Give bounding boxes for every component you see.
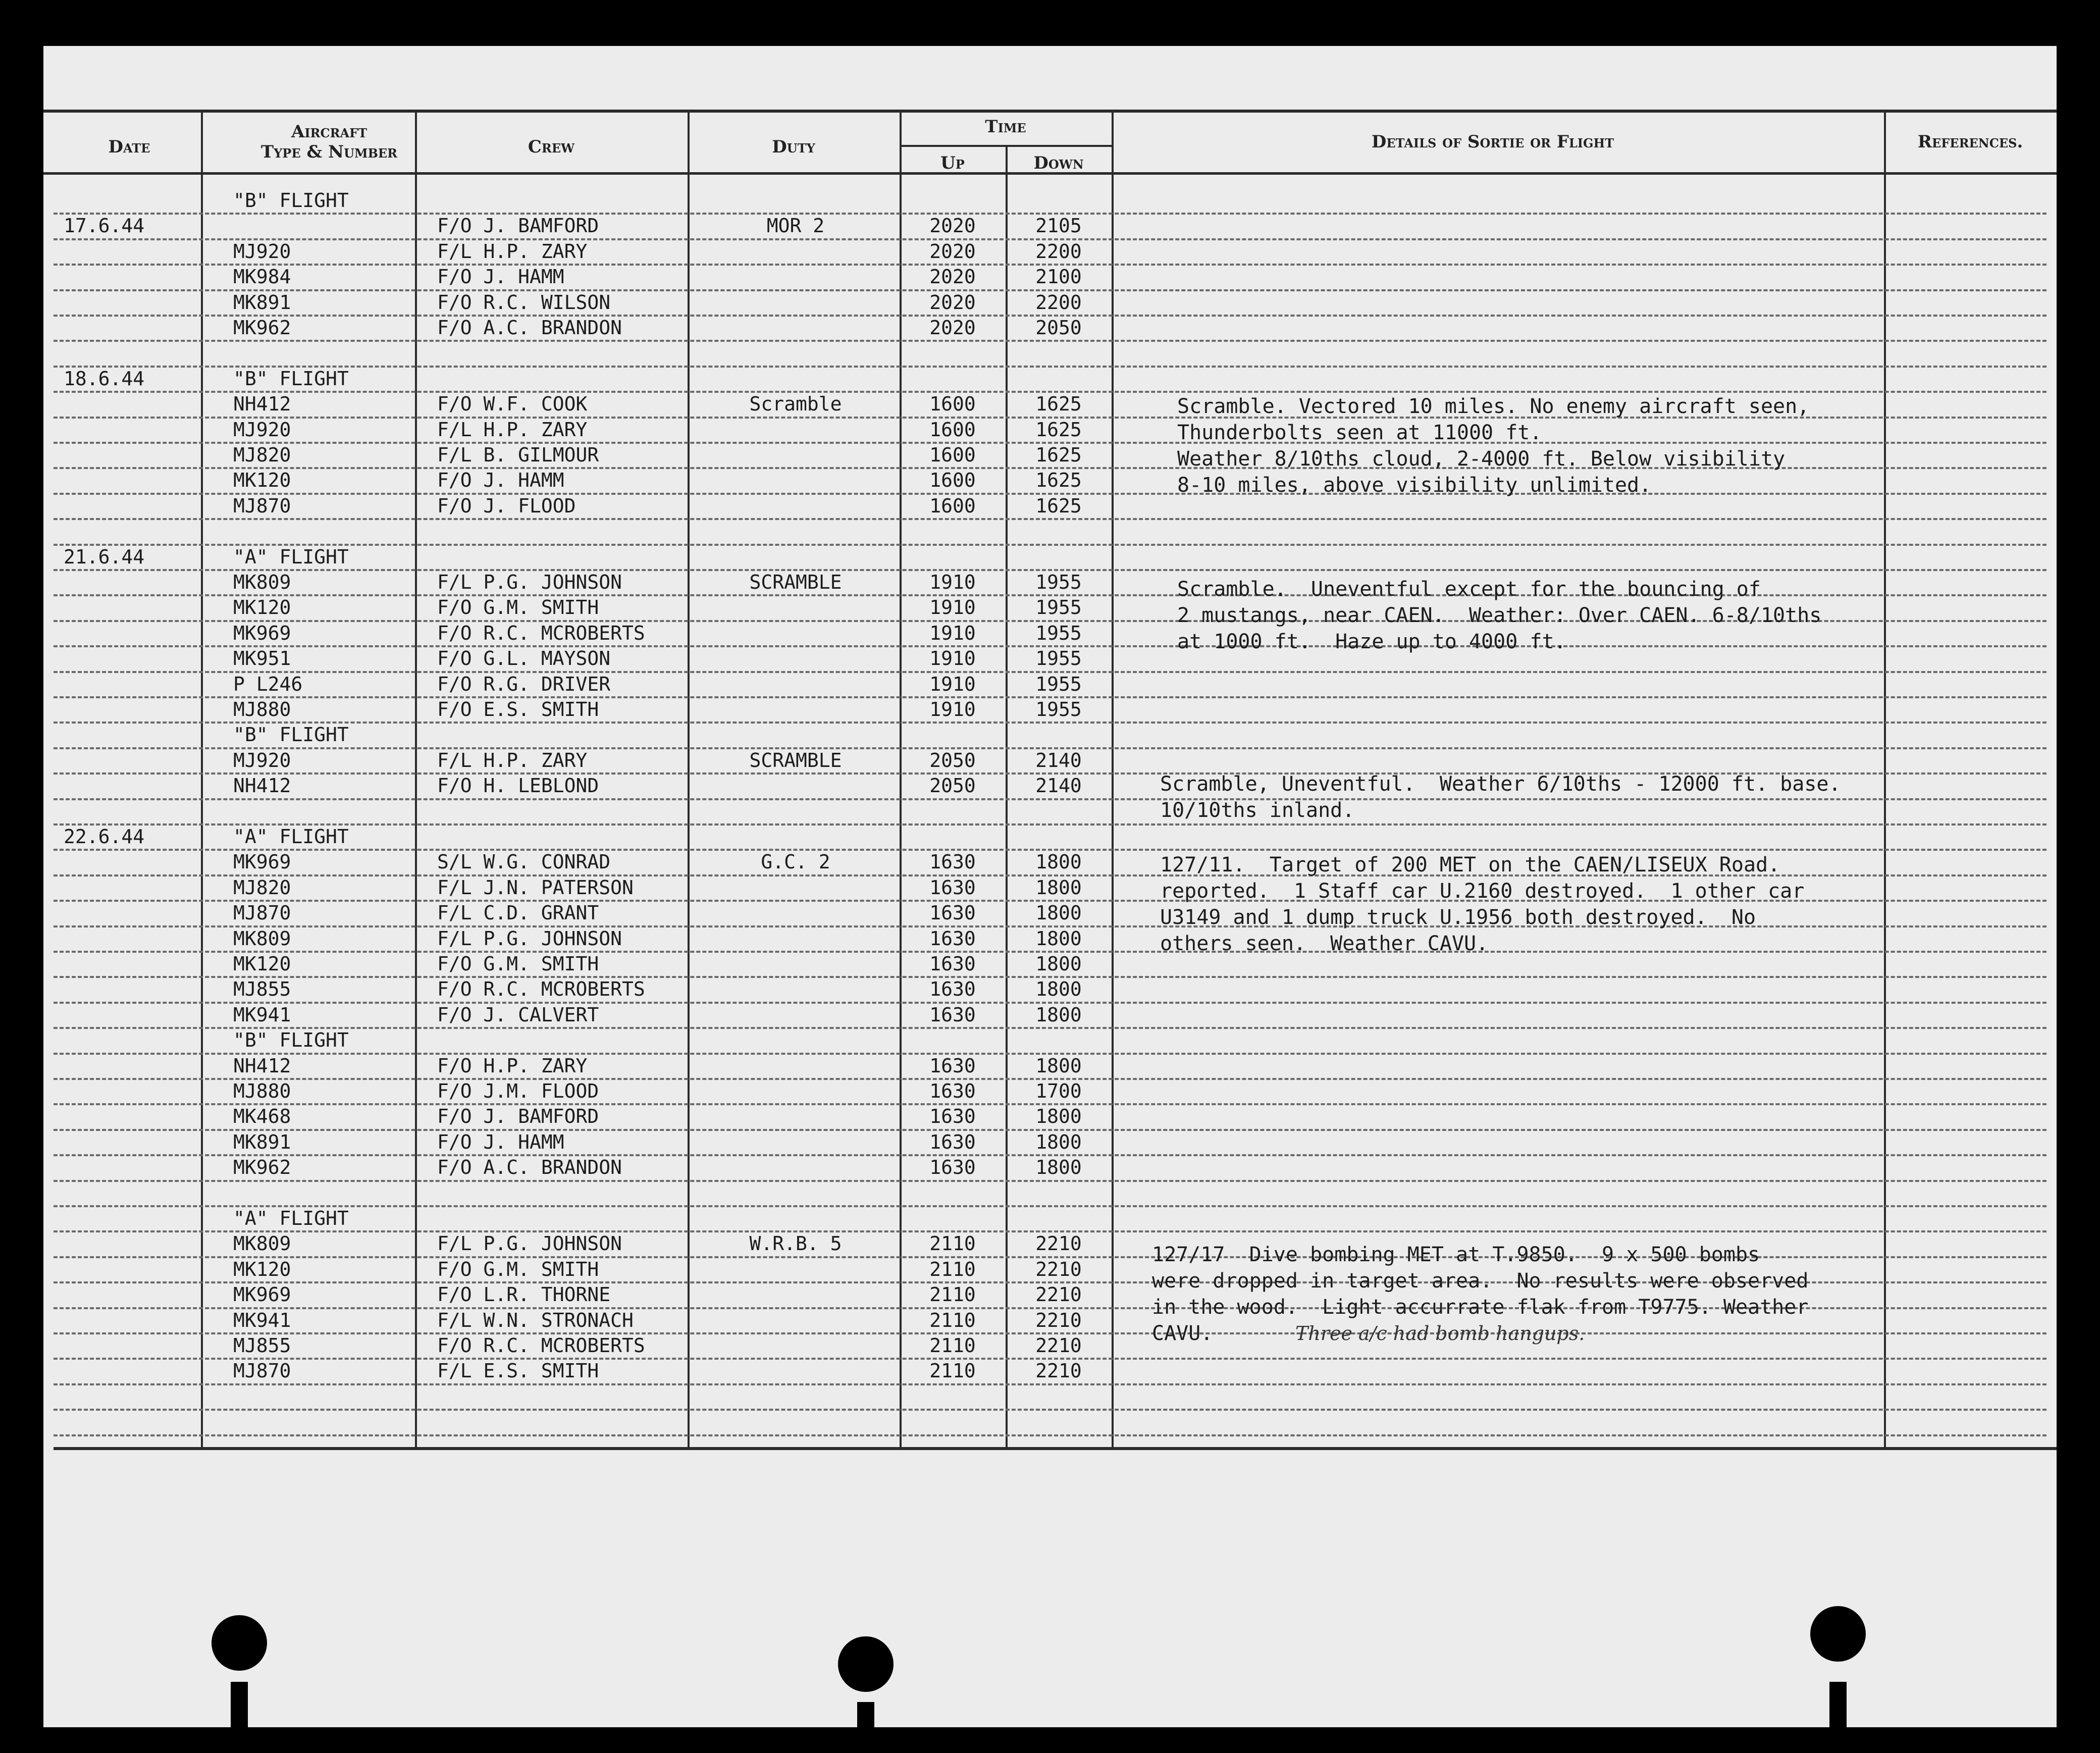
aircraft-cell: MK809 xyxy=(233,927,291,950)
time-up-cell: 2110 xyxy=(929,1334,976,1357)
time-up-cell: 1630 xyxy=(929,1105,976,1127)
column-divider-6 xyxy=(1884,110,1886,1447)
time-up-cell: 1630 xyxy=(929,851,976,873)
crew-cell: F/O R.G. DRIVER xyxy=(437,673,611,695)
time-up-cell: 2020 xyxy=(929,215,976,237)
crew-cell: F/L E.S. SMITH xyxy=(437,1360,599,1382)
row-rule xyxy=(54,1434,2046,1436)
aircraft-cell: MK468 xyxy=(233,1105,291,1127)
crew-cell: F/O R.C. MCROBERTS xyxy=(437,1334,645,1357)
aircraft-cell: MJ820 xyxy=(233,876,291,899)
crew-cell: F/O W.F. COOK xyxy=(437,393,588,415)
crew-cell: F/L P.G. JOHNSON xyxy=(437,571,622,593)
time-up-cell: 2110 xyxy=(929,1309,976,1331)
time-down-cell: 1625 xyxy=(1035,393,1082,415)
aircraft-cell: "B" FLIGHT xyxy=(233,724,349,746)
header-references: References. xyxy=(1917,132,2023,152)
time-down-cell: 1800 xyxy=(1035,927,1082,950)
crew-cell: F/O H.P. ZARY xyxy=(437,1055,588,1077)
date-cell: 21.6.44 xyxy=(64,546,145,568)
time-up-cell: 1630 xyxy=(929,902,976,924)
aircraft-cell: NH412 xyxy=(233,393,291,415)
row-rule xyxy=(54,518,2046,520)
time-up-cell: 1910 xyxy=(929,596,976,618)
operations-record-sheet xyxy=(43,46,2057,1727)
header-date: Date xyxy=(108,137,150,157)
time-up-cell: 1600 xyxy=(929,419,976,441)
details-block-21-6-44: Scramble. Uneventful except for the bouncing of 2 mustangs, near CAEN. Weather: Over CAEN. 6-8/10ths at 1000 ft. Haze up to 4000 ft. xyxy=(1177,578,1822,653)
time-down-cell: 1800 xyxy=(1035,876,1082,899)
crew-cell: F/O J. HAMM xyxy=(437,266,564,288)
row-rule xyxy=(54,1409,2046,1411)
time-down-cell: 1955 xyxy=(1035,647,1082,669)
aircraft-cell: MK969 xyxy=(233,1283,291,1306)
time-down-cell: 1800 xyxy=(1035,902,1082,924)
crew-cell: F/O J. HAMM xyxy=(437,1131,564,1153)
aircraft-cell: "B" FLIGHT xyxy=(233,368,349,390)
time-down-cell: 2050 xyxy=(1035,317,1082,339)
aircraft-cell: MK962 xyxy=(233,317,291,339)
time-up-cell: 1630 xyxy=(929,876,976,899)
date-cell: 22.6.44 xyxy=(64,826,145,848)
aircraft-cell: MJ855 xyxy=(233,1334,291,1357)
aircraft-cell: MK120 xyxy=(233,953,291,975)
aircraft-cell: MK891 xyxy=(233,291,291,314)
crew-cell: F/L H.P. ZARY xyxy=(437,749,588,771)
crew-cell: F/L J.N. PATERSON xyxy=(437,876,634,899)
crew-cell: F/L H.P. ZARY xyxy=(437,419,588,441)
time-down-cell: 1800 xyxy=(1035,1156,1082,1178)
details-block-22-6-44: 127/11. Target of 200 MET on the CAEN/LISEUX Road. reported. 1 Staff car U.2160 destroyed. 1 other car U3149 and 1 dump truck U.1956 both destroyed. No others seen. Weather CAVU. xyxy=(1160,853,1805,955)
aircraft-cell: MK941 xyxy=(233,1004,291,1026)
time-down-cell: 1955 xyxy=(1035,673,1082,695)
crew-cell: F/O R.C. WILSON xyxy=(437,291,611,314)
time-down-cell: 1955 xyxy=(1035,622,1082,644)
time-down-cell: 2210 xyxy=(1035,1232,1082,1255)
time-up-cell: 1910 xyxy=(929,647,976,669)
crew-cell: F/L B. GILMOUR xyxy=(437,444,599,466)
time-up-cell: 1630 xyxy=(929,978,976,1000)
time-down-cell: 1625 xyxy=(1035,419,1082,441)
time-down-cell: 1955 xyxy=(1035,596,1082,618)
header-details: Details of Sortie or Flight xyxy=(1371,132,1614,152)
row-rule xyxy=(54,340,2046,342)
binder-hole-slot-middle xyxy=(857,1702,874,1727)
aircraft-cell: MJ820 xyxy=(233,444,291,466)
crew-cell: F/O J. BAMFORD xyxy=(437,215,599,237)
crew-cell: F/O J. BAMFORD xyxy=(437,1105,599,1127)
aircraft-cell: MK120 xyxy=(233,469,291,491)
header-down: Down xyxy=(1033,153,1084,173)
aircraft-cell: MJ920 xyxy=(233,749,291,771)
row-rule xyxy=(54,544,2046,546)
aircraft-cell: MJ870 xyxy=(233,495,291,517)
crew-cell: F/O A.C. BRANDON xyxy=(437,1156,622,1178)
row-rule xyxy=(54,1180,2046,1182)
table-top-rule xyxy=(43,110,2057,113)
time-down-cell: 1800 xyxy=(1035,851,1082,873)
crew-cell: F/O L.R. THORNE xyxy=(437,1283,611,1306)
time-up-cell: 1630 xyxy=(929,1055,976,1077)
header-crew: Crew xyxy=(528,137,575,157)
time-down-cell: 2210 xyxy=(1035,1309,1082,1331)
crew-cell: F/L P.G. JOHNSON xyxy=(437,1232,622,1255)
aircraft-cell: MK809 xyxy=(233,571,291,593)
aircraft-cell: MK891 xyxy=(233,1131,291,1153)
time-down-cell: 1625 xyxy=(1035,444,1082,466)
aircraft-cell: "B" FLIGHT xyxy=(233,189,349,212)
aircraft-cell: MK951 xyxy=(233,647,291,669)
crew-cell: F/O A.C. BRANDON xyxy=(437,317,622,339)
aircraft-cell: NH412 xyxy=(233,775,291,797)
header-aircraft-line2: Type & Number xyxy=(260,142,398,162)
time-down-cell: 1800 xyxy=(1035,978,1082,1000)
aircraft-cell: MK962 xyxy=(233,1156,291,1178)
time-down-cell: 2210 xyxy=(1035,1283,1082,1306)
time-down-cell: 2200 xyxy=(1035,240,1082,263)
row-rule xyxy=(54,1205,2046,1207)
time-up-cell: 2110 xyxy=(929,1283,976,1306)
time-up-cell: 2110 xyxy=(929,1232,976,1255)
crew-cell: F/O H. LEBLOND xyxy=(437,775,599,797)
crew-cell: F/L W.N. STRONACH xyxy=(437,1309,634,1331)
time-down-cell: 2100 xyxy=(1035,266,1082,288)
time-down-cell: 2210 xyxy=(1035,1258,1082,1280)
date-cell: 18.6.44 xyxy=(64,368,145,390)
crew-cell: F/L H.P. ZARY xyxy=(437,240,588,263)
time-down-cell: 2210 xyxy=(1035,1334,1082,1357)
binder-hole-middle xyxy=(838,1636,894,1692)
details-block-18-6-44: Scramble. Vectored 10 miles. No enemy aircraft seen, Thunderbolts seen at 11000 ft. Weather 8/10ths cloud, 2-4000 ft. Below visibility 8-10 miles, above visibility unlimited. xyxy=(1177,395,1810,497)
time-up-cell: 1630 xyxy=(929,927,976,950)
time-up-cell: 1910 xyxy=(929,698,976,720)
row-rule xyxy=(54,366,2046,368)
aircraft-cell: MJ855 xyxy=(233,978,291,1000)
aircraft-cell: P L246 xyxy=(233,673,303,695)
time-up-cell: 2110 xyxy=(929,1360,976,1382)
row-rule xyxy=(54,1027,2046,1029)
time-up-cell: 1600 xyxy=(929,444,976,466)
crew-cell: F/O G.L. MAYSON xyxy=(437,647,611,669)
time-down-cell: 1800 xyxy=(1035,1131,1082,1153)
header-up: Up xyxy=(940,153,965,173)
time-down-cell: 1800 xyxy=(1035,953,1082,975)
time-up-cell: 1600 xyxy=(929,495,976,517)
binder-hole-left xyxy=(212,1615,267,1671)
time-up-cell: 2020 xyxy=(929,291,976,314)
time-down-cell: 1955 xyxy=(1035,571,1082,593)
table-bottom-rule xyxy=(54,1447,2057,1450)
aircraft-cell: MK120 xyxy=(233,1258,291,1280)
time-down-cell: 2140 xyxy=(1035,749,1082,771)
time-up-cell: 1630 xyxy=(929,1080,976,1102)
time-down-cell: 1800 xyxy=(1035,1004,1082,1026)
time-down-cell: 2210 xyxy=(1035,1360,1082,1382)
aircraft-cell: MK809 xyxy=(233,1232,291,1255)
crew-cell: F/O J. HAMM xyxy=(437,469,564,491)
handwritten-note: Three a/c had bomb hangups. xyxy=(1295,1322,1585,1345)
header-aircraft-line1: Aircraft xyxy=(291,122,368,142)
crew-cell: F/L C.D. GRANT xyxy=(437,902,599,924)
time-down-cell: 2200 xyxy=(1035,291,1082,314)
time-up-cell: 2020 xyxy=(929,240,976,263)
aircraft-cell: "A" FLIGHT xyxy=(233,826,349,848)
aircraft-cell: MJ880 xyxy=(233,698,291,720)
time-down-cell: 2105 xyxy=(1035,215,1082,237)
crew-cell: F/O J.M. FLOOD xyxy=(437,1080,599,1102)
aircraft-cell: "A" FLIGHT xyxy=(233,546,349,568)
row-rule xyxy=(54,1383,2046,1385)
time-down-cell: 1955 xyxy=(1035,698,1082,720)
crew-cell: F/O J. CALVERT xyxy=(437,1004,599,1026)
time-down-cell: 1625 xyxy=(1035,495,1082,517)
time-up-cell: 1600 xyxy=(929,469,976,491)
time-down-cell: 1625 xyxy=(1035,469,1082,491)
time-up-cell: 1910 xyxy=(929,571,976,593)
header-time: Time xyxy=(985,117,1026,137)
crew-cell: F/O R.C. MCROBERTS xyxy=(437,622,645,644)
time-up-cell: 2020 xyxy=(929,266,976,288)
crew-cell: F/L P.G. JOHNSON xyxy=(437,927,622,950)
time-up-cell: 2110 xyxy=(929,1258,976,1280)
column-divider-5 xyxy=(1112,110,1114,1447)
duty-cell: Scramble xyxy=(749,393,842,415)
row-rule xyxy=(54,823,2046,826)
header-duty: Duty xyxy=(772,137,815,157)
aircraft-cell: MK969 xyxy=(233,851,291,873)
date-cell: 17.6.44 xyxy=(64,215,145,237)
binder-hole-slot-left xyxy=(231,1682,248,1727)
crew-cell: F/O G.M. SMITH xyxy=(437,596,599,618)
time-down-cell: 1800 xyxy=(1035,1105,1082,1127)
row-rule xyxy=(54,721,2046,724)
duty-cell: SCRAMBLE xyxy=(749,571,842,593)
duty-cell: W.R.B. 5 xyxy=(749,1232,842,1255)
time-down-cell: 1800 xyxy=(1035,1055,1082,1077)
binder-hole-right xyxy=(1810,1606,1866,1662)
aircraft-cell: "A" FLIGHT xyxy=(233,1207,349,1229)
time-up-cell: 1630 xyxy=(929,1131,976,1153)
aircraft-cell: MJ920 xyxy=(233,419,291,441)
aircraft-cell: MJ880 xyxy=(233,1080,291,1102)
aircraft-cell: MK969 xyxy=(233,622,291,644)
time-up-cell: 1630 xyxy=(929,1156,976,1178)
time-up-cell: 2020 xyxy=(929,317,976,339)
details-block-22-6-44-b: 127/17 Dive bombing MET at T.9850. 9 x 500 bombs were dropped in target area. No results were observed in the wood. Light accurrate flak from T9775. Weather CAVU. xyxy=(1152,1243,1809,1345)
aircraft-cell: MK984 xyxy=(233,266,291,288)
column-divider-2 xyxy=(415,110,417,1447)
aircraft-cell: "B" FLIGHT xyxy=(233,1029,349,1051)
aircraft-cell: MJ920 xyxy=(233,240,291,263)
crew-cell: F/O J. FLOOD xyxy=(437,495,576,517)
column-divider-1 xyxy=(201,110,203,1447)
crew-cell: F/O G.M. SMITH xyxy=(437,1258,599,1280)
aircraft-cell: MJ870 xyxy=(233,1360,291,1382)
aircraft-cell: MJ870 xyxy=(233,902,291,924)
aircraft-cell: MK941 xyxy=(233,1309,291,1331)
time-up-cell: 1910 xyxy=(929,673,976,695)
crew-cell: F/O R.C. MCROBERTS xyxy=(437,978,645,1000)
time-up-cell: 2050 xyxy=(929,749,976,771)
time-up-cell: 2050 xyxy=(929,775,976,797)
aircraft-cell: MK120 xyxy=(233,596,291,618)
duty-cell: G.C. 2 xyxy=(761,851,830,873)
time-down-cell: 2140 xyxy=(1035,775,1082,797)
time-up-cell: 1600 xyxy=(929,393,976,415)
crew-cell: S/L W.G. CONRAD xyxy=(437,851,611,873)
duty-cell: MOR 2 xyxy=(766,215,825,237)
crew-cell: F/O E.S. SMITH xyxy=(437,698,599,720)
details-block-21-6-44-b: Scramble, Uneventful. Weather 6/10ths - 12000 ft. base. 10/10ths inland. xyxy=(1160,772,1841,822)
binder-hole-slot-right xyxy=(1829,1682,1847,1727)
time-down-cell: 1700 xyxy=(1035,1080,1082,1102)
duty-cell: SCRAMBLE xyxy=(749,749,842,771)
time-up-cell: 1630 xyxy=(929,953,976,975)
time-up-cell: 1630 xyxy=(929,1004,976,1026)
column-divider-3 xyxy=(688,110,690,1447)
crew-cell: F/O G.M. SMITH xyxy=(437,953,599,975)
aircraft-cell: NH412 xyxy=(233,1055,291,1077)
time-up-cell: 1910 xyxy=(929,622,976,644)
